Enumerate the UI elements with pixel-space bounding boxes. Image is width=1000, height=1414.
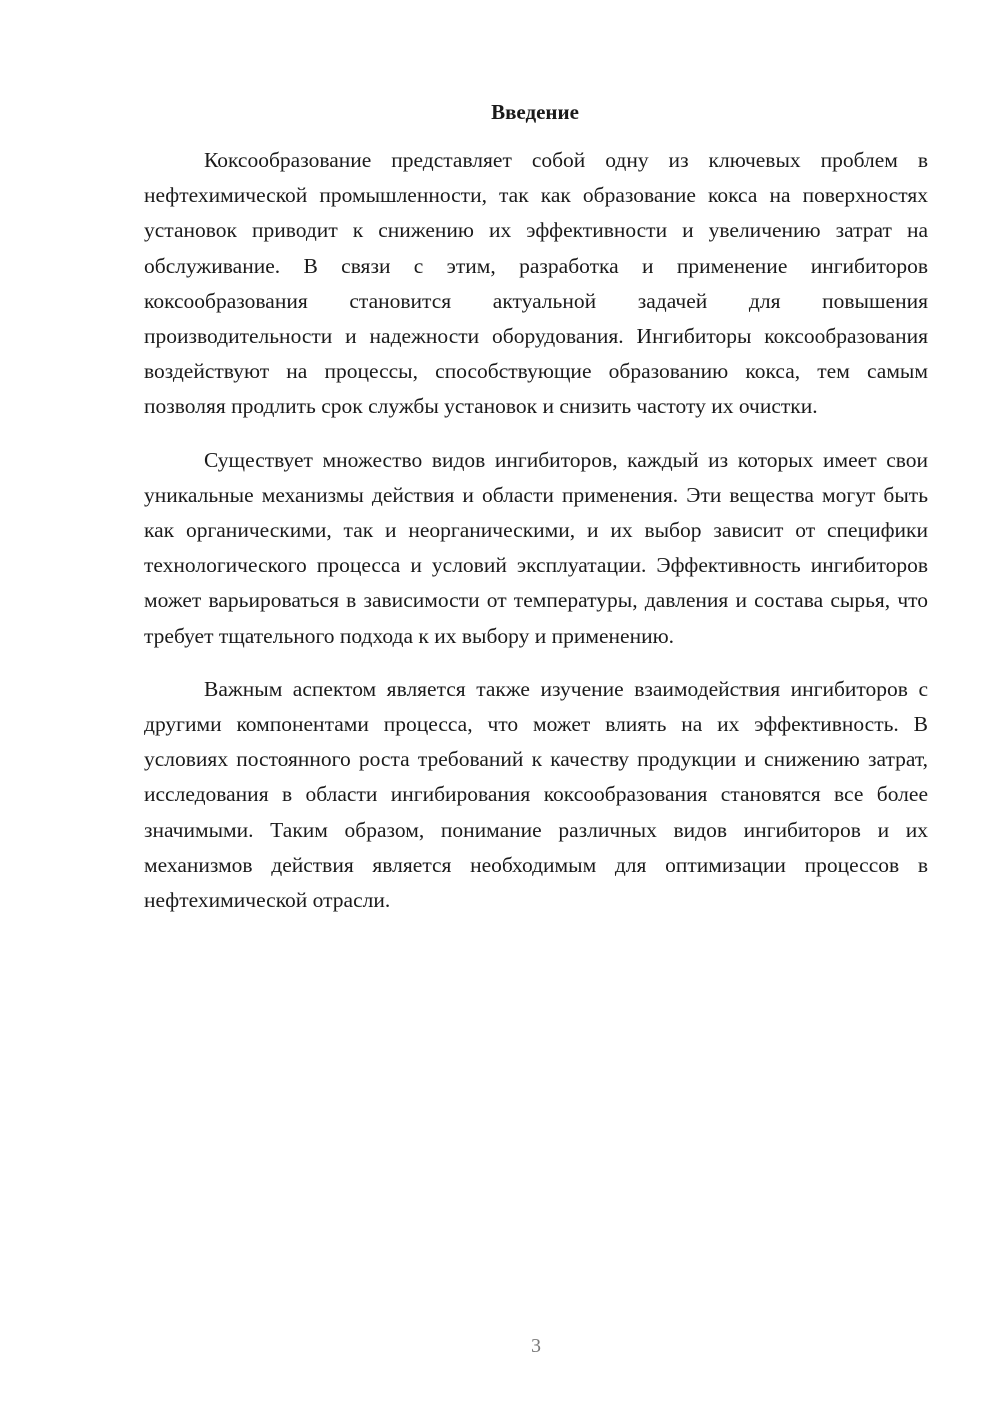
section-title: Введение bbox=[491, 100, 579, 124]
page-number: 3 bbox=[531, 1335, 541, 1357]
paragraph-2: Существует множество видов ингибиторов, каждый из которых имеет свои уникальные механизмы действия и области применения. Эти вещества могут быть как органическими, так и неорганическими, и их выбор зависит от специфики технологического процесса и условий эксплуатации. Эффективность ингибиторов может варьироваться в зависимости от температуры, давления и состава сырья, что требует тщательного подхода к их выбору и применению. bbox=[144, 447, 928, 648]
body-text bbox=[144, 143, 928, 936]
paragraph-1: Коксообразование представляет собой одну из ключевых проблем в нефтехимической промышленности, так как образование кокса на поверхностях установок приводит к снижению их эффективности и увеличению затрат на обслуживание. В связи с этим, разработка и применение ингибиторов коксообразования становится актуальной задачей для повышения производительности и надежности оборудования. Ингибиторы коксообразования воздействуют на процессы, способствующие образованию кокса, тем самым позволяя продлить срок службы установок и снизить частоту их очистки. bbox=[144, 148, 928, 419]
paragraph-3: Важным аспектом является также изучение взаимодействия ингибиторов с другими компонентами процесса, что может влиять на их эффективность. В условиях постоянного роста требований к качеству продукции и снижению затрат, исследования в области ингибирования коксообразования становятся все более значимыми. Таким образом, понимание различных видов ингибиторов и их механизмов действия является необходимым для оптимизации процессов в нефтехимической отрасли. bbox=[144, 676, 928, 913]
